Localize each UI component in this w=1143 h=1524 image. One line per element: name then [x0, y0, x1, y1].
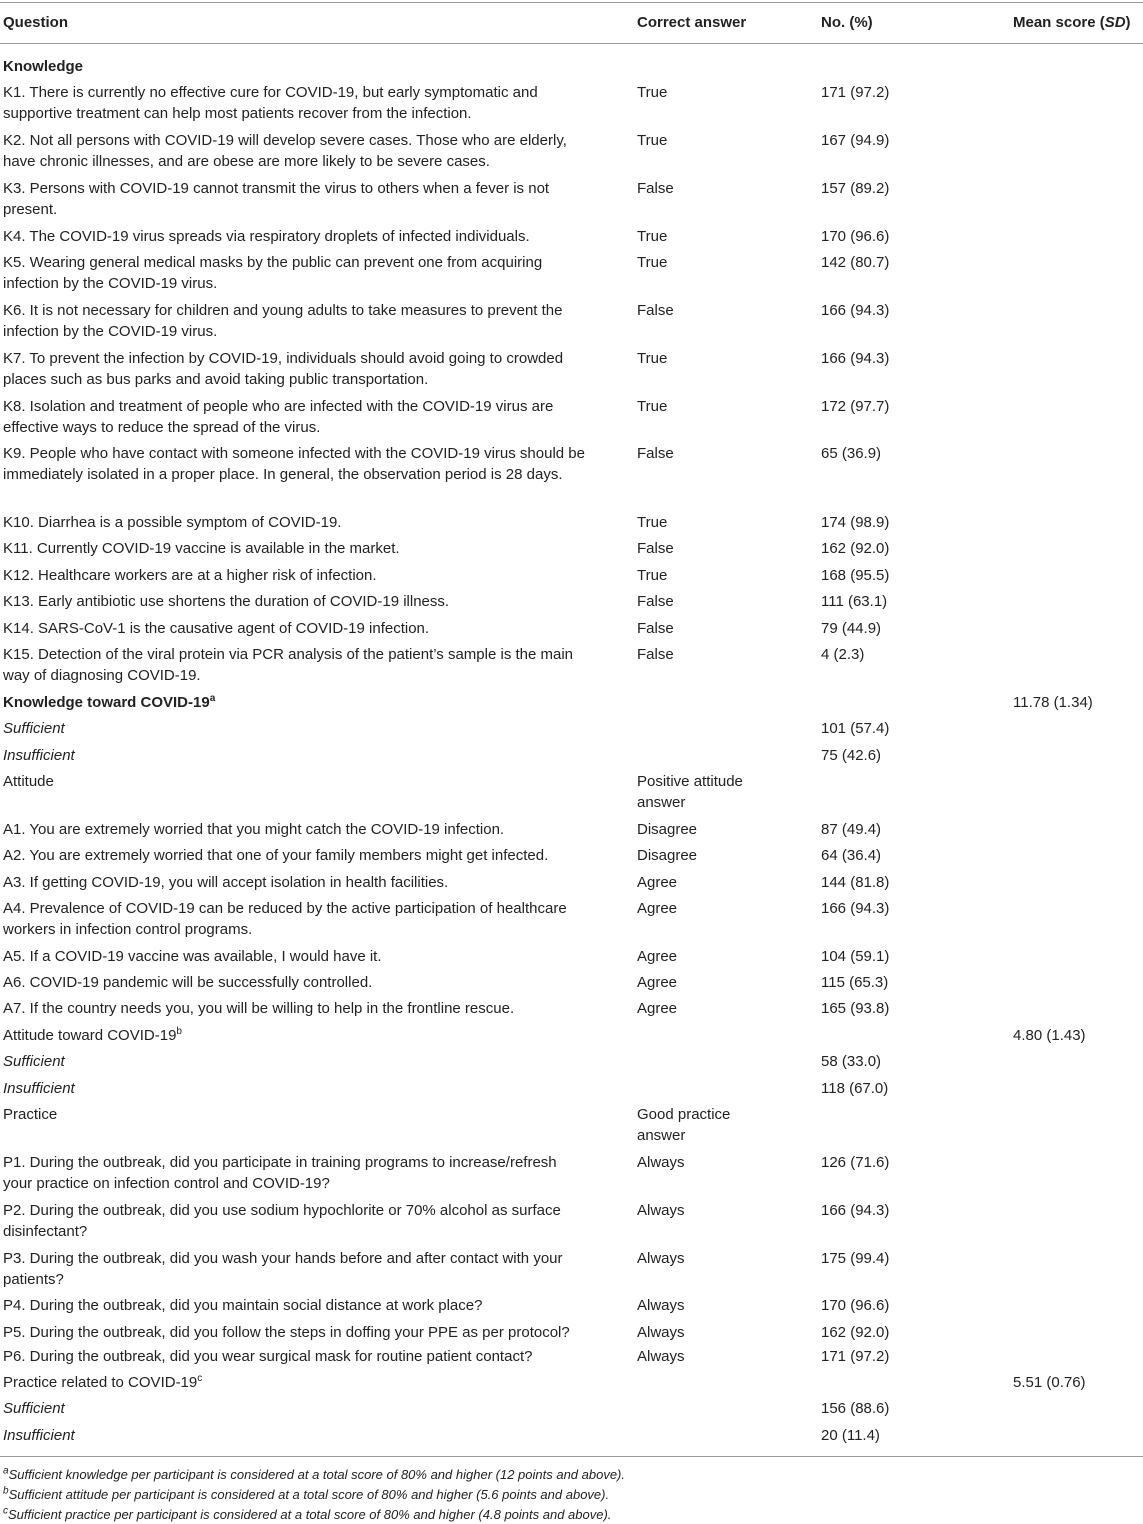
cell-answer: False [637, 445, 674, 462]
question-text: K13. Early antibiotic use shortens the duration of COVID-19 illness. [3, 593, 450, 610]
cell-count-pct: 126 (71.6) [821, 1154, 890, 1171]
cell-count-pct: 166 (94.3) [821, 1202, 890, 1219]
footnote-text: Sufficient practice per participant is considered at a total score of 80% and higher (4.8 points and above). [8, 1507, 612, 1522]
question-text: K8. Isolation and treatment of people who are infected with the COVID-19 virus are effective ways to reduce the spread of the virus. [3, 398, 554, 436]
cell-count-pct: 20 (11.4) [821, 1427, 880, 1444]
cell-question [3, 972, 588, 993]
cell-count-pct: 58 (33.0) [821, 1053, 882, 1070]
cell-count-pct: 171 (97.2) [821, 1348, 890, 1365]
question-text: K2. Not all persons with COVID-19 will develop severe cases. Those who are elderly, have chronic illnesses, and are obese are more likely to be severe cases. [3, 132, 567, 170]
cell-count-pct: 162 (92.0) [821, 540, 890, 557]
question-text: P5. During the outbreak, did you follow the steps in doffing your PPE as per protocol? [3, 1324, 570, 1341]
cell-answer: Positive attitude answer [637, 773, 743, 811]
cell-answer: True [637, 398, 668, 415]
cell-count-pct: 157 (89.2) [821, 180, 890, 197]
cell-count-pct: 156 (88.6) [821, 1400, 890, 1417]
cell-answer: Disagree [637, 821, 698, 838]
cell-count-pct: 79 (44.9) [821, 620, 882, 637]
question-text: Attitude toward COVID-19 [3, 1027, 177, 1044]
cell-question [3, 1295, 588, 1316]
cell-answer: Agree [637, 948, 678, 965]
cell-question [3, 56, 588, 77]
cell-question [3, 819, 588, 840]
cell-question [3, 745, 588, 766]
question-text: K4. The COVID-19 virus spreads via respiratory droplets of infected individuals. [3, 228, 530, 245]
cell-count-pct: 175 (99.4) [821, 1250, 890, 1267]
header-sd: SD [1104, 14, 1126, 31]
question-text: P6. During the outbreak, did you wear surgical mask for routine patient contact? [3, 1348, 533, 1365]
cell-count-pct: 170 (96.6) [821, 1297, 890, 1314]
question-text: A5. If a COVID-19 vaccine was available, I would have it. [3, 948, 382, 965]
question-text: Sufficient [3, 720, 65, 737]
cell-question [3, 1322, 588, 1343]
cell-question [3, 898, 588, 940]
question-text: Practice [3, 1106, 58, 1123]
cell-answer: False [637, 180, 674, 197]
cell-answer: True [637, 132, 668, 149]
cell-answer: Always [637, 1297, 685, 1314]
cell-count-pct: 171 (97.2) [821, 84, 890, 101]
cell-question [3, 1248, 588, 1290]
question-text: Sufficient [3, 1053, 65, 1070]
footnote-mark: b [3, 1485, 9, 1497]
cell-answer: False [637, 302, 674, 319]
cell-question [3, 512, 588, 533]
cell-count-pct: 4 (2.3) [821, 646, 865, 663]
cell-answer: True [637, 228, 668, 245]
footnote-mark: c [197, 1373, 203, 1384]
question-text: Practice related to COVID-19 [3, 1374, 198, 1391]
cell-question [3, 226, 588, 247]
cell-answer: Agree [637, 874, 678, 891]
header-rule [0, 43, 1143, 44]
question-text: A6. COVID-19 pandemic will be successfully controlled. [3, 974, 373, 991]
cell-count-pct: 64 (36.4) [821, 847, 882, 864]
question-text: P4. During the outbreak, did you maintain social distance at work place? [3, 1297, 483, 1314]
question-text: K7. To prevent the infection by COVID-19, individuals should avoid going to crowded places such as bus parks and avoid taking public transportation. [3, 350, 564, 388]
question-text: Knowledge [3, 58, 84, 75]
question-text: Attitude [3, 773, 54, 790]
cell-answer: Agree [637, 900, 678, 917]
header-question: Question [3, 14, 69, 31]
cell-question [3, 591, 588, 612]
cell-count-pct: 118 (67.0) [821, 1080, 889, 1097]
question-text: Sufficient [3, 1400, 65, 1417]
question-text: A3. If getting COVID-19, you will accept isolation in health facilities. [3, 874, 449, 891]
footnote-mark: c [3, 1505, 8, 1517]
question-text: Insufficient [3, 1427, 75, 1444]
question-text: K6. It is not necessary for children and young adults to take measures to prevent the infection by the COVID-19 virus. [3, 302, 563, 340]
header-mean-score-label: Mean score ( [1013, 14, 1105, 31]
table-top-rule [0, 2, 1143, 3]
cell-answer: Always [637, 1324, 685, 1341]
cell-mean-score: 4.80 (1.43) [1013, 1027, 1086, 1044]
question-text: P3. During the outbreak, did you wash your hands before and after contact with your patients? [3, 1250, 563, 1288]
cell-count-pct: 162 (92.0) [821, 1324, 890, 1341]
footnote-mark: b [176, 1026, 182, 1037]
cell-answer: True [637, 567, 668, 584]
question-text: P2. During the outbreak, did you use sodium hypochlorite or 70% alcohol as surface disinfectant? [3, 1202, 561, 1240]
footnote [3, 1466, 625, 1484]
footnote [3, 1506, 611, 1524]
cell-answer: False [637, 646, 674, 663]
cell-question [3, 845, 588, 866]
question-text: K12. Healthcare workers are at a higher risk of infection. [3, 567, 377, 584]
question-text: Knowledge toward COVID-19 [3, 694, 210, 711]
cell-answer: True [637, 514, 668, 531]
cell-answer: Agree [637, 974, 678, 991]
cell-count-pct: 87 (49.4) [821, 821, 882, 838]
cell-answer: False [637, 620, 674, 637]
question-text: Insufficient [3, 747, 75, 764]
cell-count-pct: 111 (63.1) [821, 593, 888, 610]
cell-answer: Always [637, 1202, 685, 1219]
cell-question [3, 872, 588, 893]
footnote-mark: a [209, 693, 216, 704]
question-text: A2. You are extremely worried that one of your family members might get infected. [3, 847, 549, 864]
cell-count-pct: 167 (94.9) [821, 132, 890, 149]
cell-question [3, 1425, 588, 1446]
footnote-text: Sufficient knowledge per participant is considered at a total score of 80% and higher (12 points and above). [8, 1467, 625, 1482]
cell-answer: True [637, 84, 668, 101]
cell-question [3, 565, 588, 586]
cell-question [3, 1372, 588, 1393]
cell-answer: Always [637, 1348, 685, 1365]
question-text: P1. During the outbreak, did you participate in training programs to increase/refresh your practice on infection control and COVID-19? [3, 1154, 557, 1192]
footnote-mark: a [3, 1465, 9, 1477]
footnote-text: Sufficient attitude per participant is considered at a total score of 80% and higher (5.6 points and above). [8, 1487, 610, 1502]
cell-count-pct: 174 (98.9) [821, 514, 890, 531]
question-text: K10. Diarrhea is a possible symptom of COVID-19. [3, 514, 342, 531]
cell-question [3, 300, 588, 342]
question-text: A4. Prevalence of COVID-19 can be reduced by the active participation of healthcare workers in infection control programs. [3, 900, 567, 938]
question-text: K11. Currently COVID-19 vaccine is available in the market. [3, 540, 400, 557]
cell-question [3, 1025, 588, 1046]
cell-answer: True [637, 254, 668, 271]
cell-count-pct: 166 (94.3) [821, 350, 890, 367]
cell-question [3, 644, 588, 686]
cell-count-pct: 115 (65.3) [821, 974, 889, 991]
cell-question [3, 82, 588, 124]
cell-question [3, 396, 588, 438]
cell-question [3, 771, 588, 792]
question-text: A7. If the country needs you, you will be willing to help in the frontline rescue. [3, 1000, 515, 1017]
cell-answer: Disagree [637, 847, 698, 864]
question-text: K15. Detection of the viral protein via PCR analysis of the patient’s sample is the main way of diagnosing COVID-19. [3, 646, 574, 684]
cell-answer: Always [637, 1250, 685, 1267]
question-text: K5. Wearing general medical masks by the public can prevent one from acquiring infection by the COVID-19 virus. [3, 254, 543, 292]
question-text: K9. People who have contact with someone infected with the COVID-19 virus should be immediately isolated in a proper place. In general, the observation period is 28 days. [3, 445, 585, 483]
cell-question [3, 1346, 588, 1367]
question-text: Insufficient [3, 1080, 75, 1097]
cell-answer: True [637, 350, 668, 367]
cell-count-pct: 75 (42.6) [821, 747, 882, 764]
table-bottom-rule [0, 1456, 1143, 1457]
cell-count-pct: 170 (96.6) [821, 228, 890, 245]
cell-question [3, 252, 588, 294]
question-text: K14. SARS-CoV-1 is the causative agent of COVID-19 infection. [3, 620, 430, 637]
cell-question [3, 998, 588, 1019]
cell-question [3, 130, 588, 172]
cell-question [3, 538, 588, 559]
cell-mean-score: 5.51 (0.76) [1013, 1374, 1086, 1391]
cell-question [3, 1200, 588, 1242]
header-mean-score [1013, 14, 1131, 31]
cell-mean-score: 11.78 (1.34) [1013, 694, 1093, 711]
header-close-paren: ) [1125, 14, 1131, 31]
cell-count-pct: 166 (94.3) [821, 302, 890, 319]
question-text: K3. Persons with COVID-19 cannot transmit the virus to others when a fever is not present. [3, 180, 550, 218]
cell-question [3, 1104, 588, 1125]
cell-question [3, 692, 588, 713]
cell-count-pct: 144 (81.8) [821, 874, 890, 891]
cell-question [3, 618, 588, 639]
cell-count-pct: 168 (95.5) [821, 567, 890, 584]
cell-count-pct: 101 (57.4) [821, 720, 890, 737]
cell-question [3, 1051, 588, 1072]
cell-answer: Always [637, 1154, 685, 1171]
cell-answer: Good practice answer [637, 1106, 731, 1144]
cell-count-pct: 65 (36.9) [821, 445, 882, 462]
footnote [3, 1486, 609, 1504]
question-text: K1. There is currently no effective cure for COVID-19, but early symptomatic and supportive treatment can help most patients recover from the infection. [3, 84, 538, 122]
header-no-pct: No. (%) [821, 14, 873, 31]
cell-question [3, 946, 588, 967]
cell-answer: Agree [637, 1000, 678, 1017]
cell-answer: False [637, 540, 674, 557]
question-text: A1. You are extremely worried that you might catch the COVID-19 infection. [3, 821, 505, 838]
cell-answer: False [637, 593, 674, 610]
cell-question [3, 348, 588, 390]
cell-question [3, 1152, 588, 1194]
cell-count-pct: 166 (94.3) [821, 900, 890, 917]
cell-count-pct: 165 (93.8) [821, 1000, 890, 1017]
cell-question [3, 1078, 588, 1099]
cell-question [3, 1398, 588, 1419]
cell-question [3, 178, 588, 220]
cell-count-pct: 104 (59.1) [821, 948, 890, 965]
cell-question [3, 443, 588, 485]
header-correct-answer: Correct answer [637, 14, 747, 31]
cell-count-pct: 142 (80.7) [821, 254, 890, 271]
cell-count-pct: 172 (97.7) [821, 398, 890, 415]
cell-question [3, 718, 588, 739]
